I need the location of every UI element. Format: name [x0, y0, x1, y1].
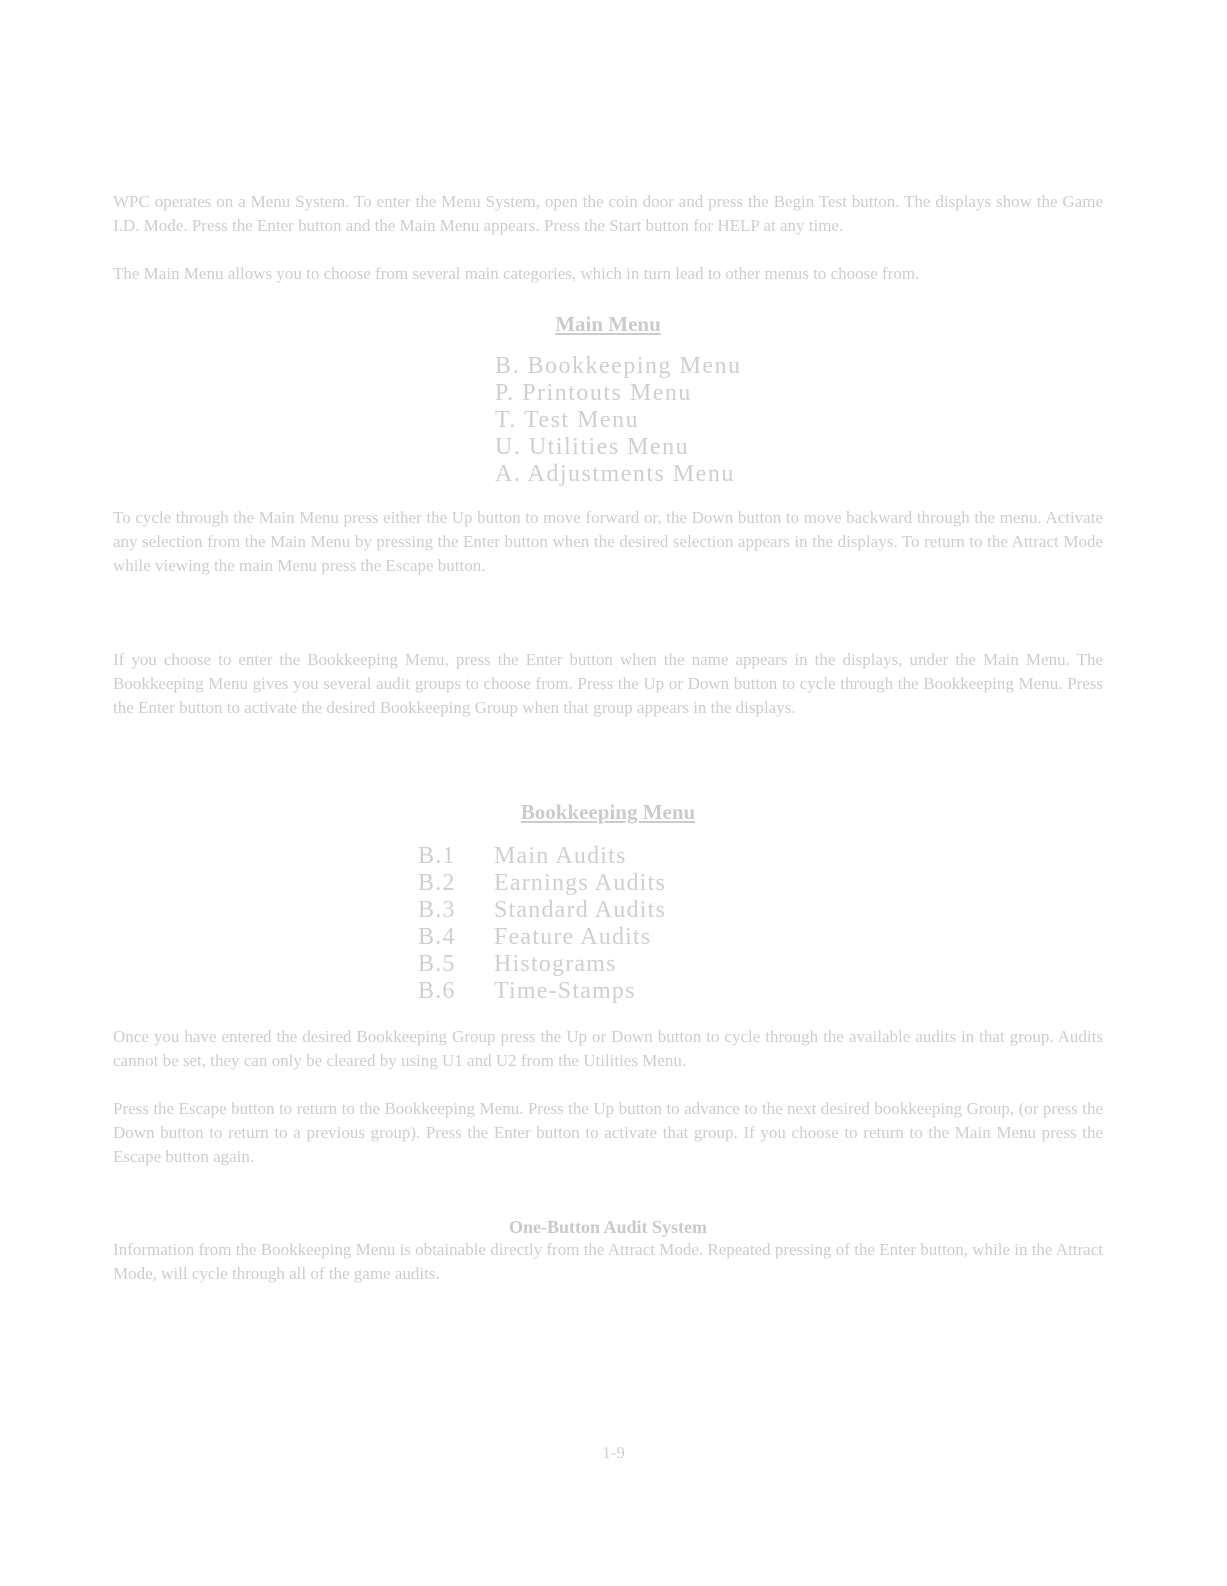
- bookkeeping-item-standard-audits: [418, 897, 1103, 924]
- main-menu-description: To cycle through the Main Menu press either the Up button to move forward or, the Down button to move backward through the menu. Activate any selection from the Main Menu by pressing the Enter button when the desired selection appears in the displays. To return to the Attract Mode while viewing the main Menu press the Escape button.: [113, 508, 1103, 575]
- intro-paragraph-2: The Main Menu allows you to choose from several main categories, which in turn lead to other menus to choose from.: [113, 264, 920, 283]
- main-menu-item-adjustments: A. Adjustments Menu: [495, 461, 735, 487]
- bookkeeping-intro-paragraph: If you choose to enter the Bookkeeping Menu, press the Enter button when the name appears in the displays, under the Main Menu. The Bookkeeping Menu gives you several audit groups to choose from. Press the Up or Down button to cycle through the Bookkeeping Menu. Press the Enter button to activate the desired Bookkeeping Group when that group appears in the displays.: [113, 650, 1103, 717]
- bookkeeping-menu-heading: Bookkeeping Menu: [520, 800, 696, 824]
- bookkeeping-item-label: Time-Stamps: [494, 978, 636, 1004]
- bookkeeping-item-label: Earnings Audits: [494, 870, 666, 896]
- bookkeeping-item-label: Histograms: [494, 951, 617, 977]
- bookkeeping-item-label: Feature Audits: [494, 924, 652, 950]
- main-menu-item-printouts: P. Printouts Menu: [495, 380, 692, 406]
- bookkeeping-item-main-audits: [418, 843, 1103, 870]
- manual-page: [113, 190, 1103, 1286]
- bookkeeping-paragraph-1: Once you have entered the desired Bookkeeping Group press the Up or Down button to cycle through the available audits in that group. Audits cannot be set, they can only be cleared by using U1 and U2 from the Utilities Menu.: [113, 1027, 1103, 1070]
- bookkeeping-item-time-stamps: [418, 978, 1103, 1005]
- main-menu-list: [495, 353, 1103, 488]
- intro-paragraph-1: WPC operates on a Menu System. To enter the Menu System, open the coin door and press the Begin Test button. The displays show the Game I.D. Mode. Press the Enter button and the Main Menu appears. Press the Start button for HELP at any time.: [113, 192, 1103, 235]
- bookkeeping-item-code: B.4: [418, 924, 456, 950]
- bookkeeping-item-code: B.2: [418, 870, 456, 896]
- bookkeeping-menu-list: [418, 843, 1103, 1005]
- one-button-audit-text: Information from the Bookkeeping Menu is obtainable directly from the Attract Mode. Repeated pressing of the Enter button, while in the Attract Mode, will cycle through all of the game audits.: [113, 1240, 1103, 1283]
- bookkeeping-item-code: B.5: [418, 951, 456, 977]
- main-menu-heading: Main Menu: [555, 312, 661, 336]
- bookkeeping-item-code: B.1: [418, 843, 456, 869]
- bookkeeping-item-histograms: [418, 951, 1103, 978]
- main-menu-item-utilities: U. Utilities Menu: [495, 434, 690, 460]
- bookkeeping-item-label: Standard Audits: [494, 897, 666, 923]
- main-menu-item-bookkeeping: B. Bookkeeping Menu: [495, 353, 742, 379]
- bookkeeping-item-code: B.3: [418, 897, 456, 923]
- bookkeeping-item-earnings-audits: [418, 870, 1103, 897]
- main-menu-item-test: T. Test Menu: [495, 407, 640, 433]
- one-button-audit-heading: One-Button Audit System: [508, 1217, 708, 1237]
- bookkeeping-item-code: B.6: [418, 978, 456, 1004]
- page-number: 1-9: [602, 1443, 625, 1462]
- bookkeeping-item-feature-audits: [418, 924, 1103, 951]
- bookkeeping-paragraph-2: Press the Escape button to return to the Bookkeeping Menu. Press the Up button to advance to the next desired bookkeeping Group, (or press the Down button to return to a previous group). Press the Enter button to activate that group. If you choose to return to the Main Menu press the Escape button again.: [113, 1099, 1103, 1166]
- bookkeeping-item-label: Main Audits: [494, 843, 627, 869]
